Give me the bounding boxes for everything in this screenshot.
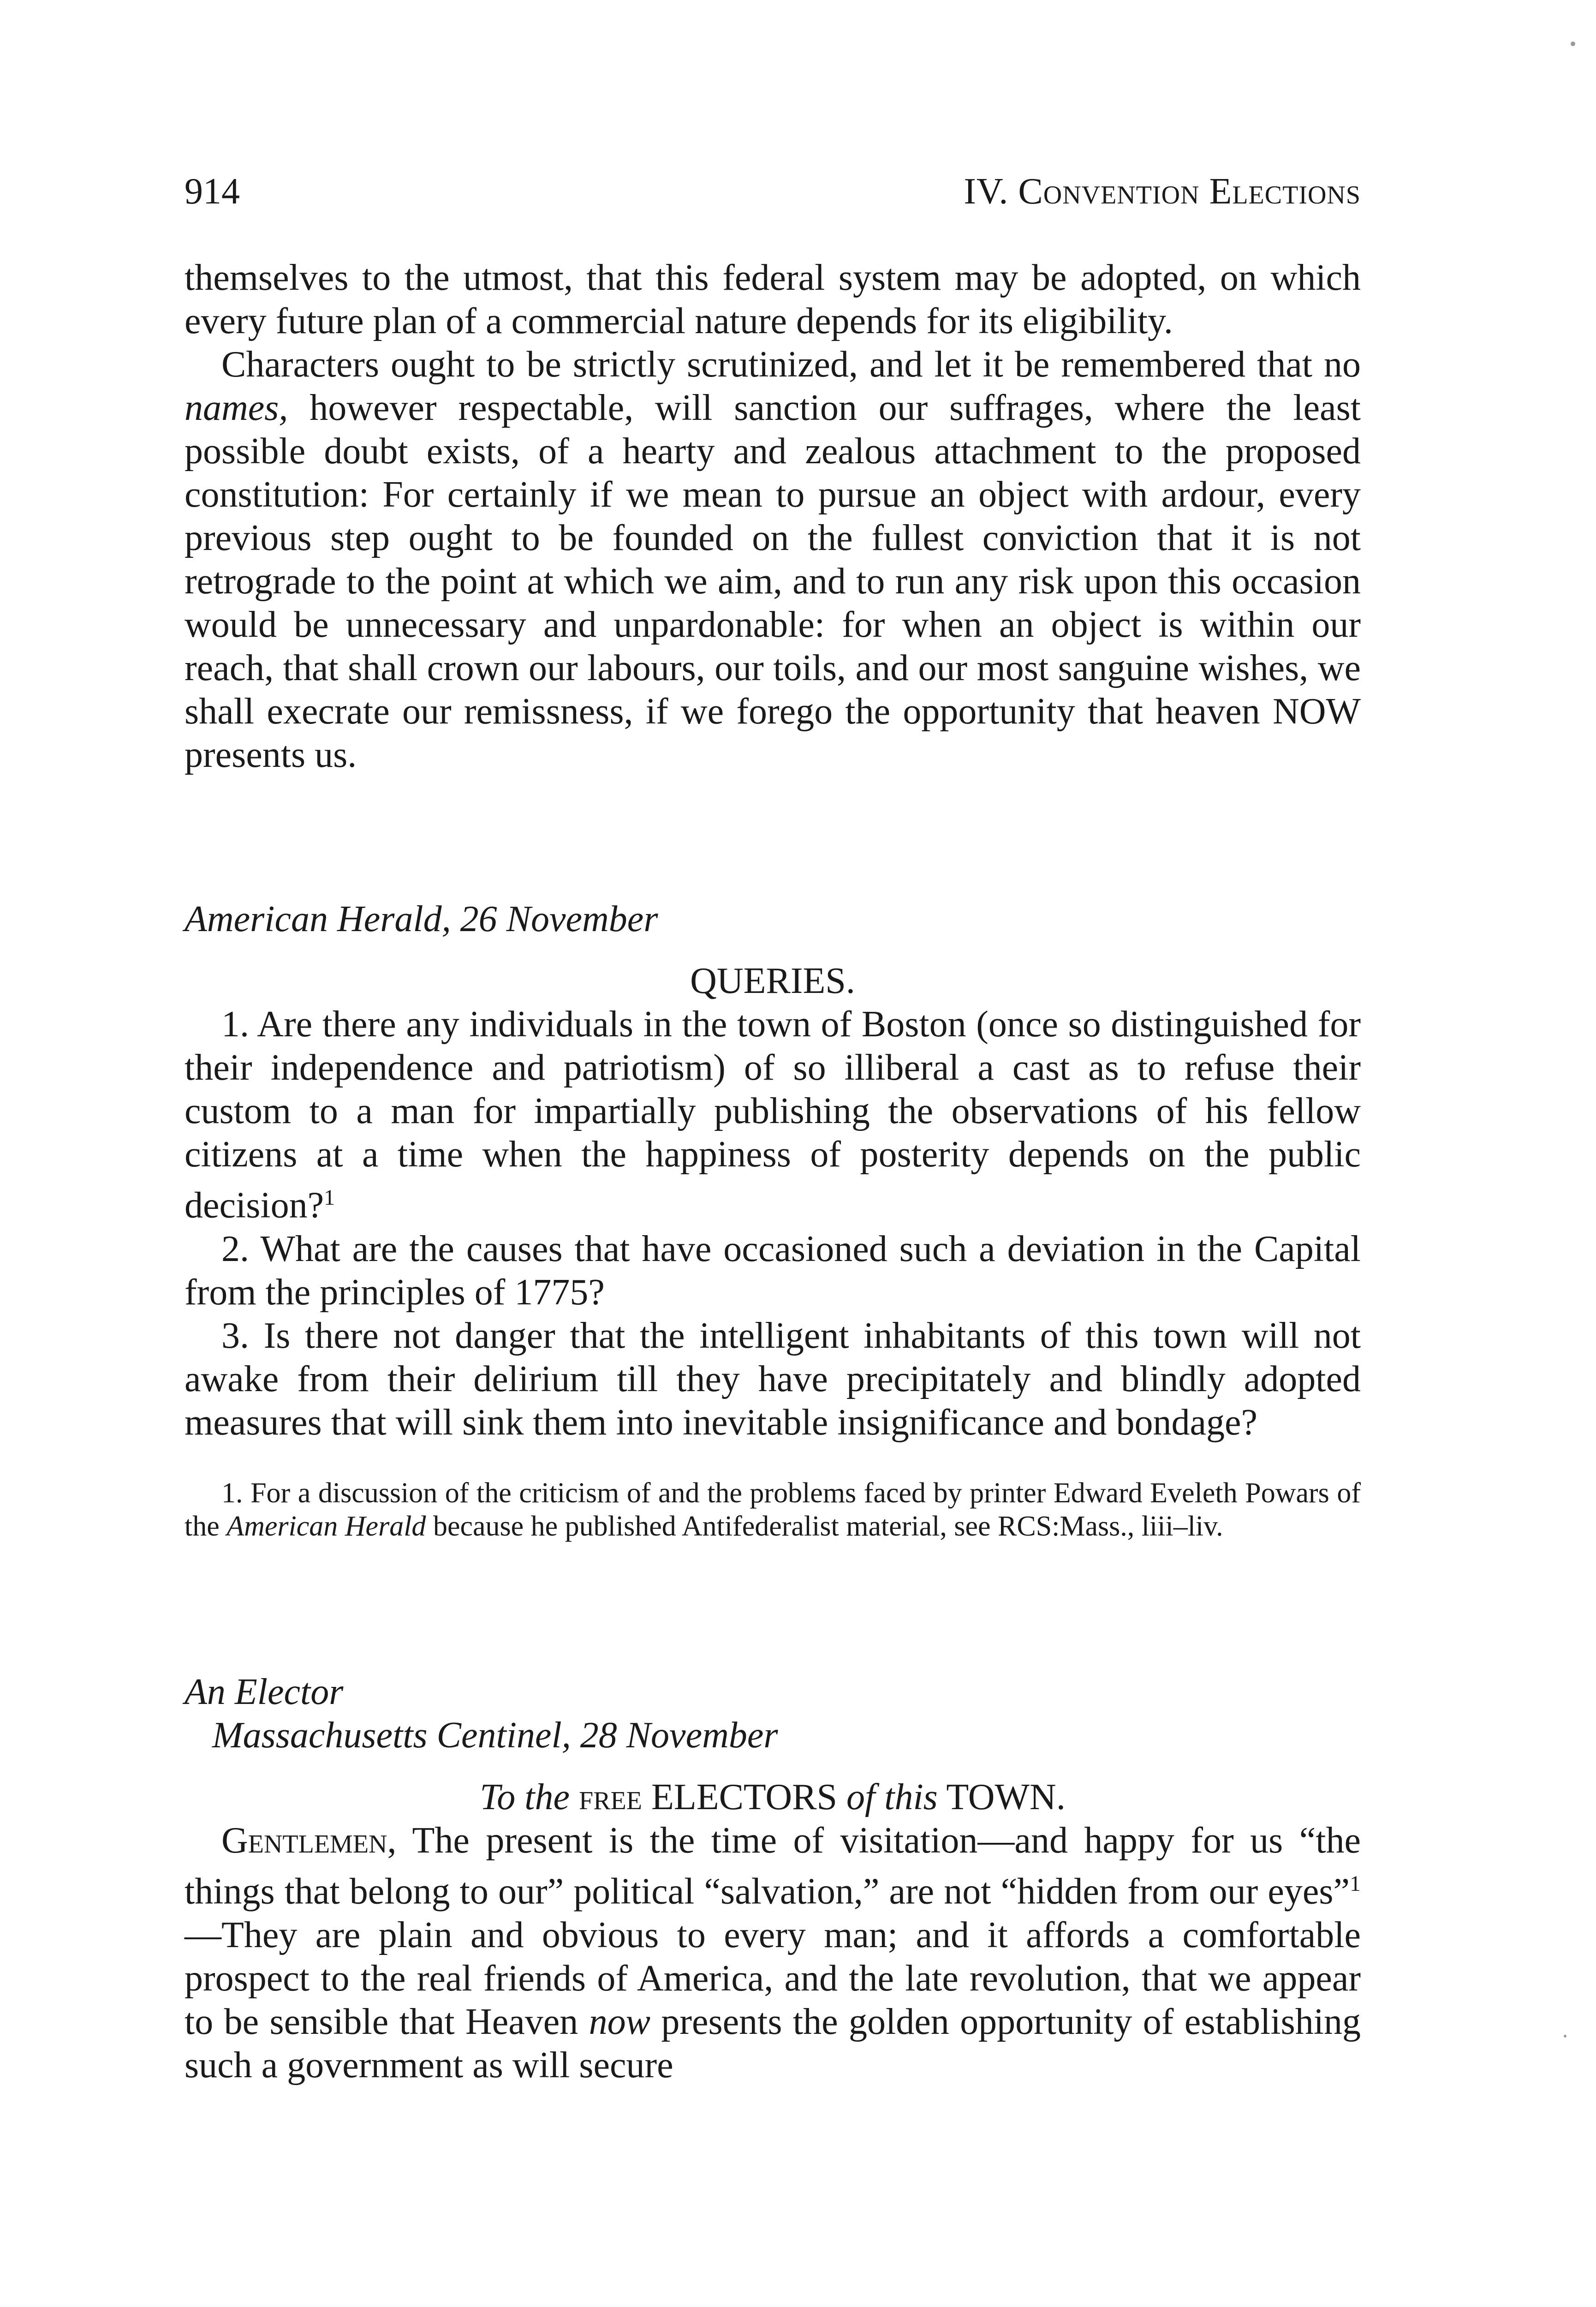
text-run: because he published Antifederalist material, see RCS:Mass., liii–liv. xyxy=(426,1510,1223,1542)
small-caps-run: free xyxy=(579,1777,642,1817)
page-number: 914 xyxy=(185,171,240,212)
continuation-text xyxy=(185,256,1361,777)
section-heading: QUERIES. xyxy=(690,961,855,1001)
footnote xyxy=(185,1476,1361,1543)
text-run: Characters ought to be strictly scrutinized, and let it be remembered that no xyxy=(221,344,1361,385)
text-run: ELECTORS xyxy=(642,1777,846,1817)
scan-speck xyxy=(1571,42,1575,46)
text-run: however respectable, will sanction our suffrages, where the least possible doubt exists, of a hearty and zealous attachment to the proposed constitution: For certainly if we mean to pursue an object with ardour, every previous step ought to be founded on the fullest conviction that it is not retrograde to the point at which we aim, and to run any risk upon this occasion would be unnecessary and unpardonable: for when an object is within our reach, that shall crown our labours, our toils, and our most sanguine wishes, we shall execrate our remissness, if we forego the opportunity that heaven NOW presents us. xyxy=(185,388,1361,775)
italic-run: now xyxy=(589,2001,650,2042)
an-elector-section xyxy=(185,1670,1361,2087)
text-run: TOWN. xyxy=(937,1777,1066,1817)
text-run: The present is the time of visitation—and happy for us “the things that belong to our” political “salvation,” are not “hidden from our eyes” xyxy=(185,1820,1361,1912)
italic-run: To the xyxy=(480,1777,570,1817)
query-item: 2. What are the causes that have occasioned such a deviation in the Capital from the principles of 1775? xyxy=(185,1228,1361,1313)
paragraph: themselves to the utmost, that this federal system may be adopted, on which every future plan of a commercial nature depends for its eligibility. xyxy=(185,257,1361,341)
running-head: IV. Convention Elections xyxy=(964,171,1361,212)
author-line: An Elector xyxy=(185,1672,344,1712)
text-run: presents the golden opportunity of establishing such a government as will secure xyxy=(185,2001,1361,2086)
text-run: —They are plain and obvious to every man; and it affords a comfortable prospect to the real friends of America, and the late revolution, that we appear to be sensible that Heaven xyxy=(185,1914,1361,2042)
source-line: American Herald, 26 November xyxy=(185,899,658,939)
footnote-marker: 1 xyxy=(1350,1871,1361,1896)
page-header xyxy=(185,166,1361,217)
query-item: 3. Is there not danger that the intelligent inhabitants of this town will not awake from their delirium till they have precipitately and blindly adopted measures that will sink them into inevitable insignificance and bondage? xyxy=(185,1315,1361,1443)
source-line: Massachusetts Centinel, 28 November xyxy=(212,1715,778,1756)
text-run: 1. For a discussion of the criticism of and the problems faced by printer Edward Eveleth Powars of the xyxy=(185,1477,1361,1542)
american-herald-section xyxy=(185,897,1361,1543)
italic-run: of this xyxy=(846,1777,938,1817)
paragraph xyxy=(185,1819,1361,2087)
section-heading xyxy=(185,1775,1361,1819)
text-run: 1. Are there any individuals in the town of Boston (once so distinguished for their independence and patriotism) of so illiberal a cast as to refuse their custom to a man for impartially publishing the observations of his fellow citizens at a time when the happiness of posterity depends on the public decision? xyxy=(185,1004,1361,1226)
salutation: Gentlemen, xyxy=(221,1820,397,1861)
italic-run: names, xyxy=(185,388,288,428)
scan-speck xyxy=(1564,2035,1566,2038)
paragraph xyxy=(185,343,1361,777)
query-item xyxy=(185,1003,1361,1227)
italic-run: American Herald xyxy=(226,1510,426,1542)
footnote-marker: 1 xyxy=(324,1185,335,1210)
